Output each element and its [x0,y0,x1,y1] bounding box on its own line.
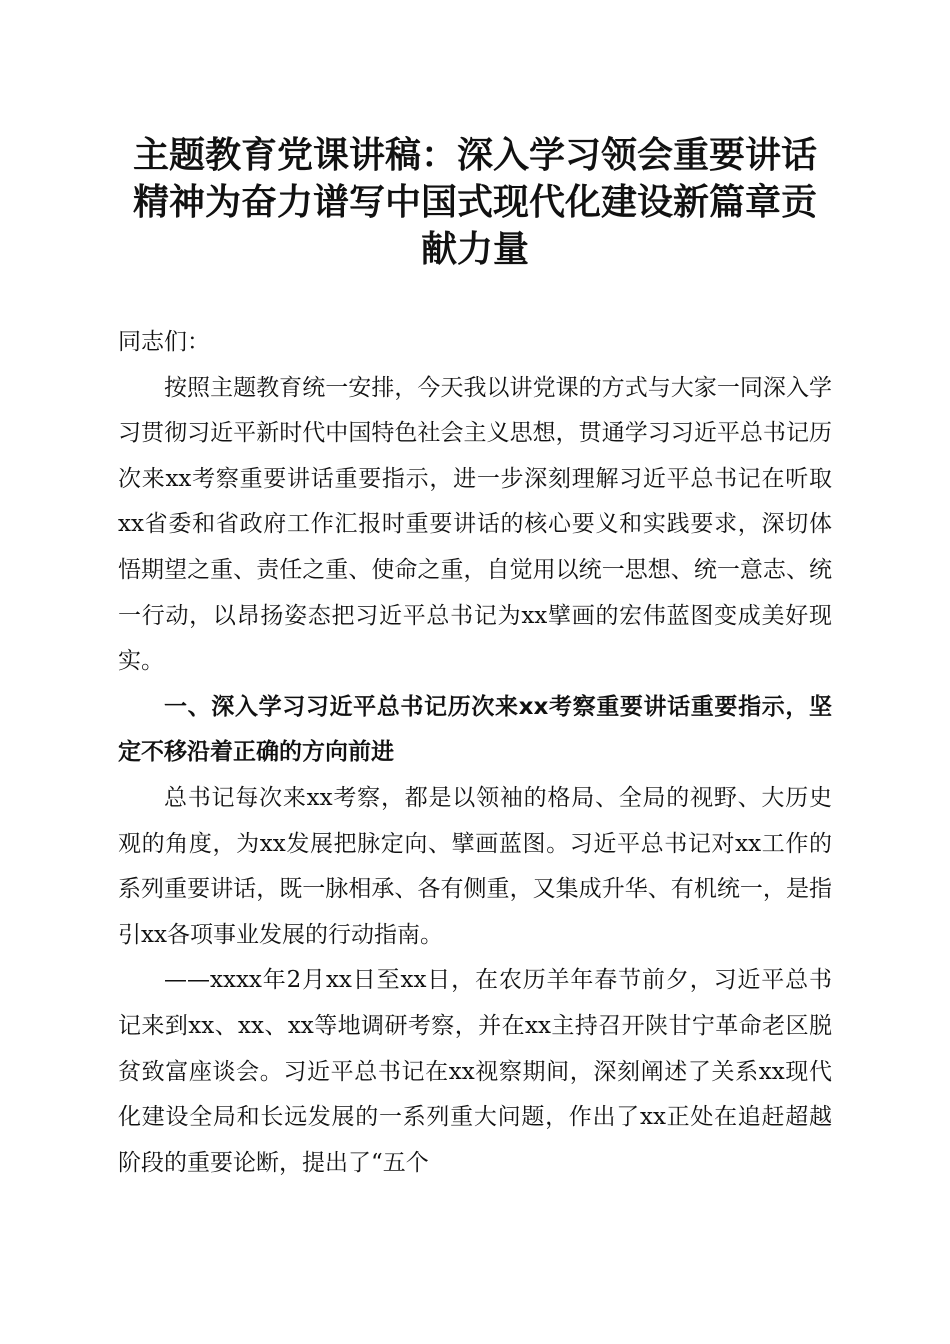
document-body [118,320,832,1186]
section-paragraph: 总书记每次来xx考察，都是以领袖的格局、全局的视野、大历史观的角度，为xx发展把脉定向、擘画蓝图。习近平总书记对xx工作的系列重要讲话，既一脉相承、各有侧重，又集成升华、有机统一，是指引xx各项事业发展的行动指南。 [118,784,832,948]
intro-paragraph: 按照主题教育统一安排，今天我以讲党课的方式与大家一同深入学习贯彻习近平新时代中国特色社会主义思想，贯通学习习近平总书记历次来xx考察重要讲话重要指示，进一步深刻理解习近平总书记在听取xx省委和省政府工作汇报时重要讲话的核心要义和实践要求，深切体悟期望之重、责任之重、使命之重，自觉用以统一思想、统一意志、统一行动，以昂扬姿态把习近平总书记为xx擘画的宏伟蓝图变成美好现实。 [118,374,832,675]
greeting: 同志们： [118,329,210,355]
document-title: 主题教育党课讲稿：深入学习领会重要讲话精神为奋力谱写中国式现代化建设新篇章贡献力量 [132,134,817,270]
section-heading: 一、深入学习习近平总书记历次来xx考察重要讲话重要指示，坚定不移沿着正确的方向前进 [118,693,832,766]
section-paragraph: ——xxxx年2月xx日至xx日，在农历羊年春节前夕，习近平总书记来到xx、xx、xx等地调研考察，并在xx主持召开陕甘宁革命老区脱贫致富座谈会。习近平总书记在xx视察期间，深刻阐述了关系xx现代化建设全局和长远发展的一系列重大问题，作出了xx正处在追赶超越阶段的重要论断，提出了“五个 [118,967,832,1176]
